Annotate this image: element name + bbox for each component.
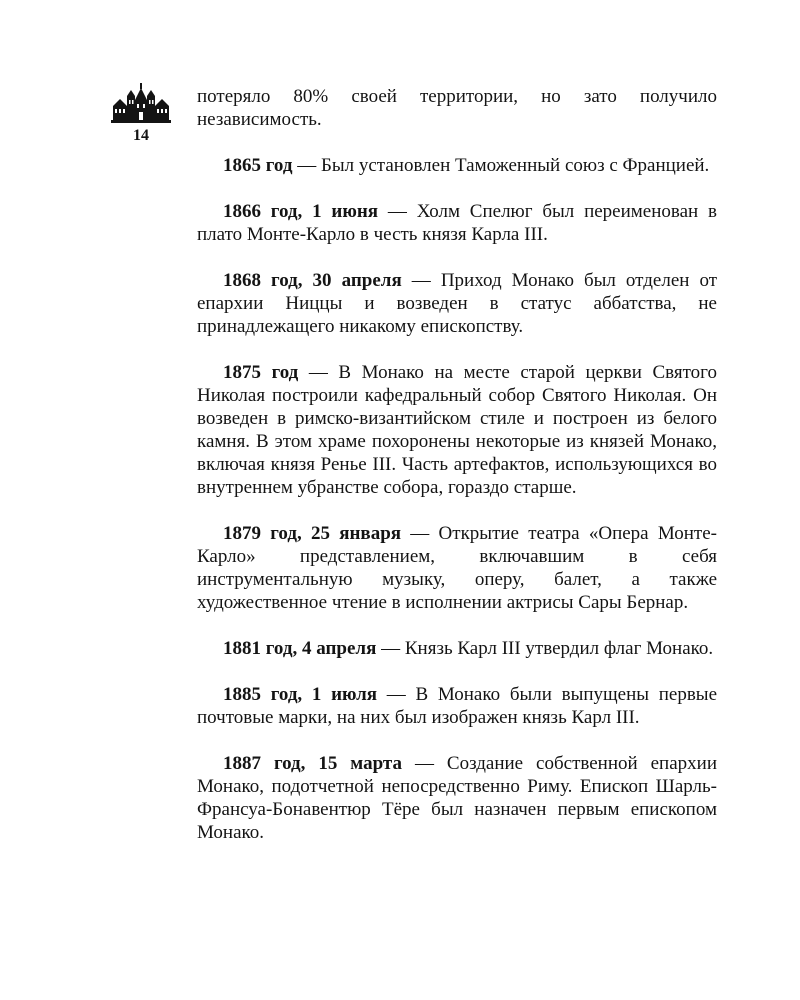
entry-date: 1866 год, 1 июня xyxy=(223,201,379,222)
entry-text: В Монако на месте старой церкви Святого Николая построили кафедральный собор Святого Николая. Он возведен в римско-византийском стиле и построен из белого камня. В этом храме похоронены некоторые из князей Монако, включая князя Ренье III. Часть артефактов, использующихся во внутреннем убранстве собора, гораздо старше. xyxy=(197,362,717,498)
entry-date: 1868 год, 30 апреля xyxy=(223,270,402,291)
page-number: 14 xyxy=(133,127,149,144)
entry-text: Был установлен Таможенный союз с Францией. xyxy=(320,155,710,176)
chronology-entry xyxy=(197,154,717,177)
entry-text: Холм Спелюг был переименован в плато Монте-Карло в честь князя Карла III. xyxy=(197,201,718,245)
entry-date: 1875 год xyxy=(223,362,299,383)
chronology-entry xyxy=(197,637,717,660)
palace-icon xyxy=(110,82,172,126)
main-text xyxy=(197,85,717,844)
entry-text: Создание собственной епархии Монако, подотчетной непосредственно Риму. Епископ Шарль-Франсуа-Бонавентюр Тёре был назначен первым епископом Монако. xyxy=(197,753,717,843)
entry-text: Открытие театра «Опера Монте-Карло» представлением, включавшим в себя инструментальную музыку, оперу, балет, а также художественное чтение в исполнении актрисы Сары Бернар. xyxy=(197,523,717,613)
entry-separator: — xyxy=(401,523,439,544)
entry-text: Приход Монако был отделен от епархии Ниццы и возведен в статус аббатства, не принадлежащего никакому епископству. xyxy=(197,270,718,337)
chronology-entry xyxy=(197,361,717,499)
entry-date: 1879 год, 25 января xyxy=(223,523,402,544)
entry-separator: — xyxy=(377,684,416,705)
chronology-entry xyxy=(197,752,717,844)
entry-text: Князь Карл III утвердил флаг Монако. xyxy=(404,638,714,659)
chronology-entry xyxy=(197,683,717,729)
entry-text: В Монако были выпущены первые почтовые марки, на них был изображен князь Карл III. xyxy=(197,684,718,728)
chronology-entry xyxy=(197,269,717,338)
entry-separator: — xyxy=(376,638,405,659)
intro-paragraph: потеряло 80% своей территории, но зато получило независимость. xyxy=(197,86,717,130)
entry-date: 1887 год, 15 марта xyxy=(223,753,402,774)
entry-separator: — xyxy=(298,362,339,383)
entry-date: 1865 год xyxy=(223,155,293,176)
chronology-entry xyxy=(197,522,717,614)
entry-date: 1881 год, 4 апреля xyxy=(223,638,377,659)
entry-date: 1885 год, 1 июля xyxy=(223,684,378,705)
entry-separator: — xyxy=(292,155,321,176)
entry-separator: — xyxy=(401,270,441,291)
entry-separator: — xyxy=(378,201,417,222)
chronology-entry xyxy=(197,200,717,246)
entry-separator: — xyxy=(402,753,447,774)
